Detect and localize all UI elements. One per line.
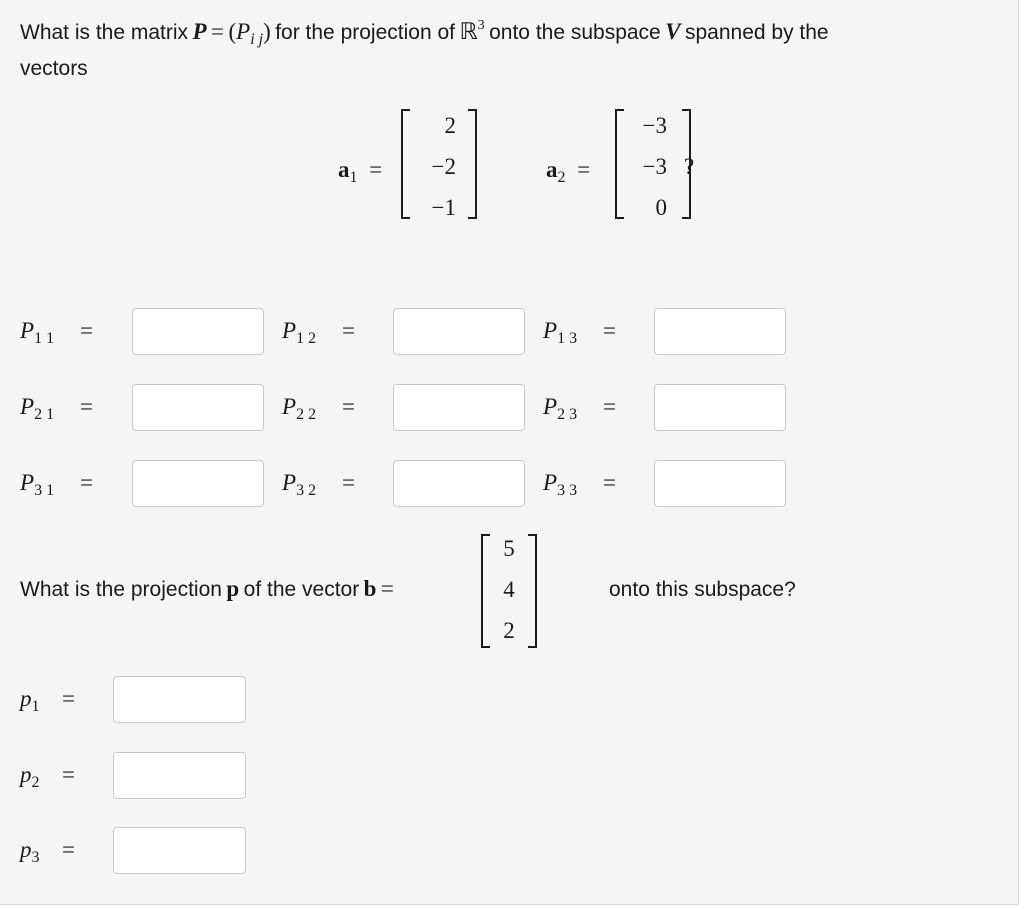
label-P11: $P_{1 1}$ (20, 318, 55, 347)
reals-symbol: ℝ$^3$ (459, 18, 485, 44)
label-P21: $P_{2 1}$ (20, 394, 55, 423)
input-P13[interactable] (654, 308, 786, 355)
Pij-symbol: $P_{i j}$ (236, 19, 264, 48)
input-P22[interactable] (393, 384, 525, 431)
equals-P21: = (80, 394, 93, 419)
label-P12: $P_{1 2}$ (282, 318, 317, 347)
label-P13: $P_{1 3}$ (543, 318, 578, 347)
equals-P33: = (603, 470, 616, 495)
open-paren: ( (228, 19, 237, 44)
label-p2: $p_2$ (20, 762, 40, 791)
label-p1: $p_1$ (20, 686, 40, 715)
projection-text-1: What is the projection (20, 578, 222, 601)
equals-sign: = (211, 19, 224, 44)
vector-a1-label: $a_1$ = (338, 157, 383, 186)
vector-a1-entry-3: −1 (431, 195, 456, 220)
input-P23[interactable] (654, 384, 786, 431)
equals-P12: = (342, 318, 355, 343)
input-P12[interactable] (393, 308, 525, 355)
vector-symbol-b: b (363, 576, 377, 601)
vector-b-entry-2: 4 (503, 577, 515, 602)
vector-b-entry-3: 2 (503, 618, 515, 643)
vector-a1-entry-1: 2 (444, 113, 456, 138)
vector-a2-label: $a_2$ = (546, 157, 591, 186)
projection-equals: = (380, 576, 394, 601)
question-line-2: vectors (20, 57, 88, 80)
label-P31: $P_{3 1}$ (20, 470, 55, 499)
equals-P22: = (342, 394, 355, 419)
label-p3: $p_3$ (20, 837, 40, 866)
subspace-symbol-V: V (665, 19, 681, 44)
projection-text-3: onto this subspace? (609, 578, 796, 601)
projection-question (20, 576, 394, 602)
input-P32[interactable] (393, 460, 525, 507)
projection-symbol-p: p (226, 576, 240, 601)
vector-a2-entry-2: −3 (642, 154, 667, 179)
question-text-4: spanned by the (685, 21, 829, 44)
equals-P32: = (342, 470, 355, 495)
vector-a2-entry-3: 0 (655, 195, 667, 220)
input-p1[interactable] (113, 676, 246, 723)
label-P32: $P_{3 2}$ (282, 470, 317, 499)
question-text-1: What is the matrix (20, 21, 189, 44)
vector-b-entry-1: 5 (503, 536, 515, 561)
vector-a2-entry-1: −3 (642, 113, 667, 138)
equals-P23: = (603, 394, 616, 419)
equals-P11: = (80, 318, 93, 343)
equals-P13: = (603, 318, 616, 343)
input-P21[interactable] (132, 384, 264, 431)
input-p2[interactable] (113, 752, 246, 799)
input-P33[interactable] (654, 460, 786, 507)
close-paren: ) (263, 19, 271, 44)
input-p3[interactable] (113, 827, 246, 874)
equals-p2: = (62, 762, 75, 787)
input-P11[interactable] (132, 308, 264, 355)
label-P23: $P_{2 3}$ (543, 394, 578, 423)
projection-text-2: of the vector (243, 578, 360, 601)
question-mark: ? (684, 154, 695, 179)
equals-P31: = (80, 470, 93, 495)
question-text-2: for the projection of (275, 21, 455, 44)
equals-p3: = (62, 837, 75, 862)
question-text-3: onto the subspace (489, 21, 661, 44)
question-line-1 (20, 18, 829, 48)
label-P22: $P_{2 2}$ (282, 394, 317, 423)
label-P33: $P_{3 3}$ (543, 470, 578, 499)
vector-a1-entry-2: −2 (431, 154, 456, 179)
equals-p1: = (62, 686, 75, 711)
matrix-symbol-P: P (192, 19, 207, 44)
input-P31[interactable] (132, 460, 264, 507)
